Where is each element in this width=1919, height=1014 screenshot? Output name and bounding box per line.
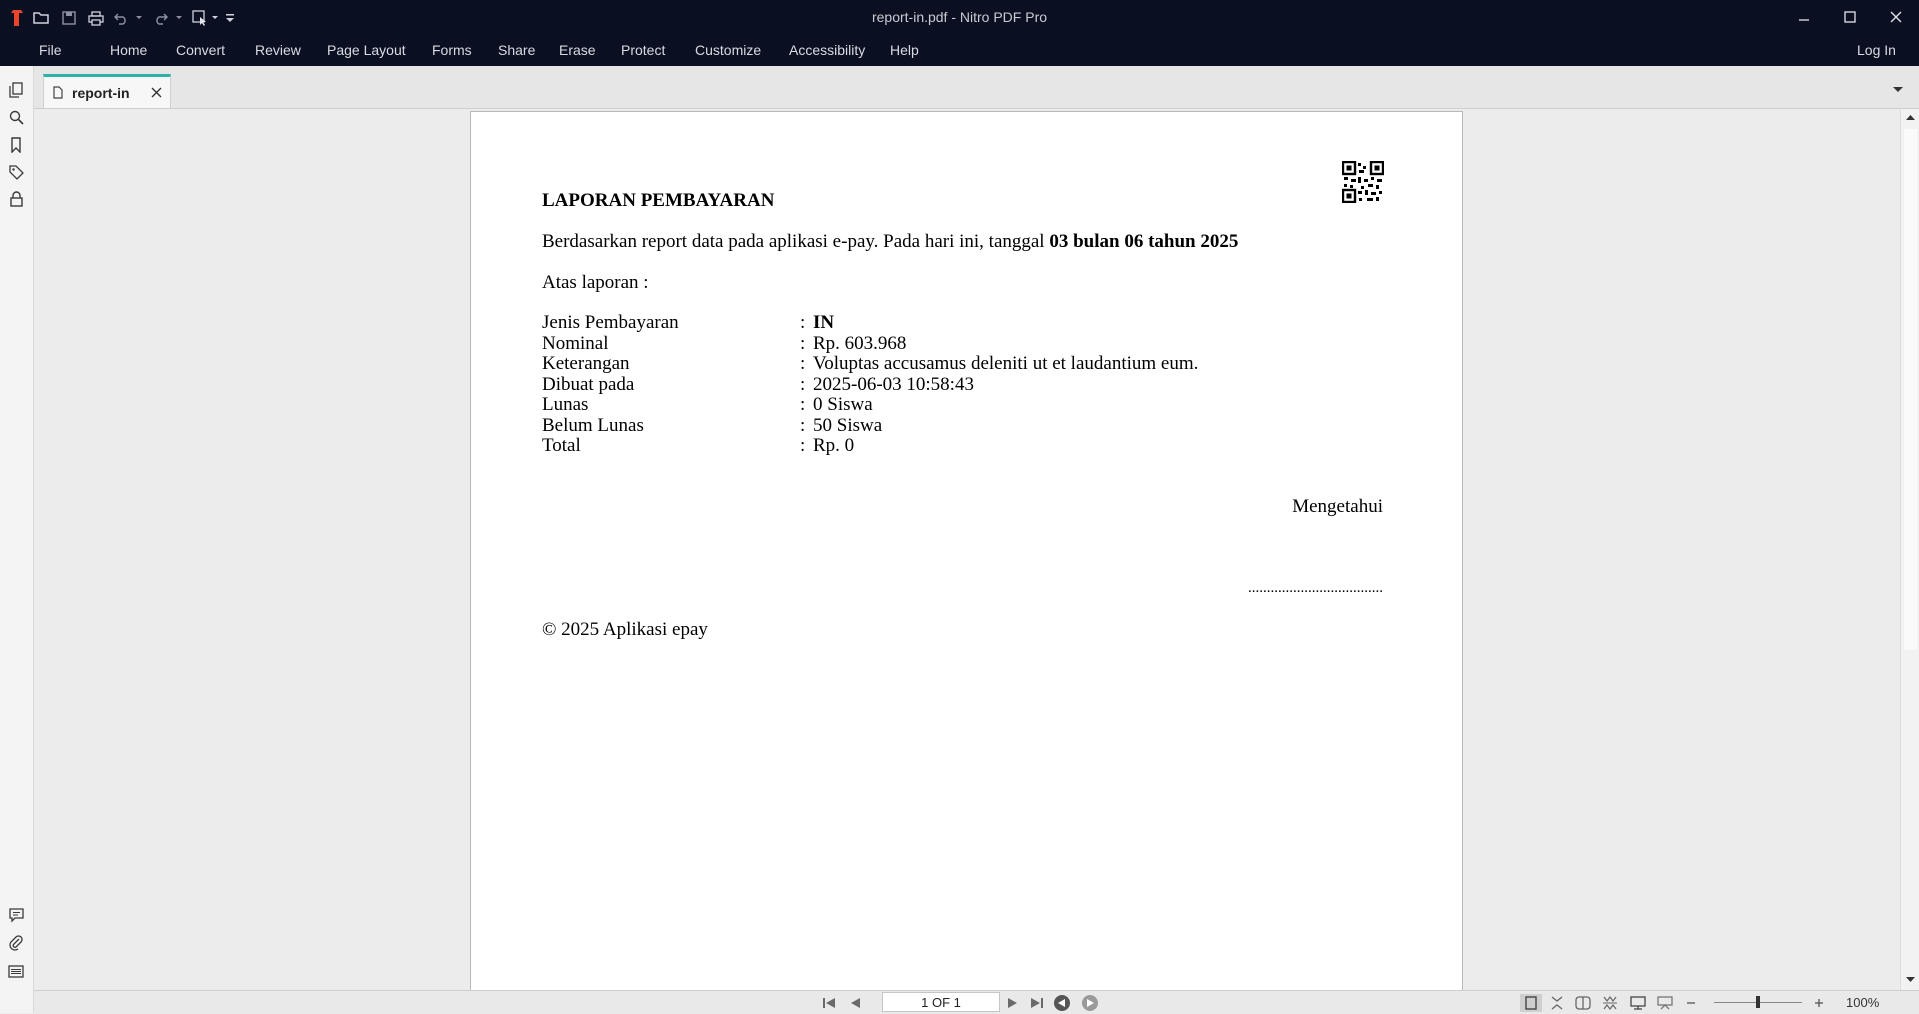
- detail-label: Nominal: [542, 333, 609, 354]
- document-footer: © 2025 Aplikasi epay: [542, 619, 708, 640]
- facing-view-icon[interactable]: [1573, 994, 1593, 1012]
- menu-accessibility[interactable]: Accessibility: [789, 42, 866, 58]
- detail-value: 2025-06-03 10:58:43: [813, 374, 974, 395]
- report-heading: LAPORAN PEMBAYARAN: [542, 190, 775, 211]
- detail-colon: :: [800, 394, 806, 415]
- detail-colon: :: [800, 374, 806, 395]
- detail-label: Lunas: [542, 394, 589, 415]
- menu-forms[interactable]: Forms: [432, 42, 472, 58]
- detail-colon: :: [800, 415, 806, 436]
- detail-colon: :: [800, 333, 806, 354]
- search-icon[interactable]: [7, 108, 25, 126]
- detail-label: Total: [542, 435, 581, 456]
- attachment-icon[interactable]: [7, 934, 25, 952]
- minimize-button[interactable]: [1781, 0, 1827, 34]
- zoom-slider-thumb[interactable]: [1756, 996, 1760, 1008]
- close-window-button[interactable]: [1873, 0, 1919, 34]
- detail-label: Keterangan: [542, 353, 630, 374]
- menu-file[interactable]: File: [39, 42, 62, 58]
- intro-date: 03 bulan 06 tahun 2025: [1049, 231, 1239, 252]
- detail-colon: :: [800, 353, 806, 374]
- menu-page-layout[interactable]: Page Layout: [327, 42, 406, 58]
- first-page-icon[interactable]: [820, 994, 838, 1012]
- document-tab-strip: [34, 66, 1919, 109]
- previous-page-icon[interactable]: [846, 994, 864, 1012]
- maximize-button[interactable]: [1827, 0, 1873, 34]
- last-page-icon[interactable]: [1028, 994, 1046, 1012]
- tab-label: report-in: [72, 85, 130, 101]
- menu-review[interactable]: Review: [255, 42, 301, 58]
- pages-icon[interactable]: [7, 81, 25, 99]
- tab-list-dropdown-icon[interactable]: [1892, 86, 1904, 93]
- detail-value: 0 Siswa: [813, 394, 873, 415]
- vertical-scrollbar[interactable]: [1900, 109, 1919, 990]
- comments-icon[interactable]: [7, 906, 25, 924]
- scroll-down-icon[interactable]: [1905, 976, 1916, 983]
- zoom-in-icon[interactable]: [1812, 994, 1826, 1012]
- presentation-view-icon[interactable]: [1628, 994, 1648, 1012]
- left-panel: [0, 66, 34, 1013]
- zoom-slider[interactable]: [1714, 1002, 1802, 1003]
- detail-value: Rp. 603.968: [813, 333, 907, 354]
- atas-laporan-label: Atas laporan :: [542, 272, 649, 293]
- login-button[interactable]: Log In: [1857, 42, 1896, 58]
- lock-icon[interactable]: [7, 190, 25, 208]
- detail-label: Jenis Pembayaran: [542, 312, 679, 333]
- menu-protect[interactable]: Protect: [621, 42, 666, 58]
- zoom-level[interactable]: 100%: [1846, 995, 1880, 1010]
- document-icon: [53, 86, 63, 99]
- status-bar: [34, 990, 1919, 1014]
- detail-label: Dibuat pada: [542, 374, 635, 395]
- page-number-field[interactable]: 1 OF 1: [882, 992, 1000, 1012]
- menu-home[interactable]: Home: [110, 42, 148, 58]
- intro-text: Berdasarkan report data pada aplikasi e-pay. Pada hari ini, tanggal: [542, 231, 1050, 252]
- pdf-page: [470, 111, 1463, 990]
- single-page-view-icon[interactable]: [1520, 994, 1542, 1012]
- menu-share[interactable]: Share: [498, 42, 536, 58]
- tab-report-in[interactable]: [43, 74, 171, 108]
- detail-colon: :: [800, 435, 806, 456]
- document-view[interactable]: [34, 109, 1900, 990]
- detail-label: Belum Lunas: [542, 415, 644, 436]
- zoom-out-icon[interactable]: [1684, 994, 1698, 1012]
- report-intro: [542, 231, 1238, 253]
- menu-convert[interactable]: Convert: [176, 42, 226, 58]
- scroll-up-icon[interactable]: [1905, 114, 1916, 121]
- continuous-facing-view-icon[interactable]: [1600, 994, 1620, 1012]
- window-title: report-in.pdf - Nitro PDF Pro: [871, 9, 1048, 25]
- mengetahui-label: Mengetahui: [1292, 496, 1383, 517]
- fields-icon[interactable]: [7, 962, 25, 980]
- detail-value: Voluptas accusamus deleniti ut et laudantium eum.: [813, 353, 1199, 374]
- next-page-icon[interactable]: [1004, 994, 1022, 1012]
- display-mode-icon[interactable]: [1655, 994, 1675, 1012]
- tag-icon[interactable]: [7, 163, 25, 181]
- scroll-thumb[interactable]: [1904, 129, 1917, 650]
- continuous-view-icon[interactable]: [1547, 994, 1567, 1012]
- detail-value: Rp. 0: [813, 435, 855, 456]
- bookmark-icon[interactable]: [7, 136, 25, 154]
- previous-view-icon[interactable]: [1052, 994, 1072, 1012]
- menu-erase[interactable]: Erase: [559, 42, 596, 58]
- detail-colon: :: [800, 312, 806, 333]
- menu-help[interactable]: Help: [890, 42, 919, 58]
- next-view-icon[interactable]: [1080, 994, 1100, 1012]
- close-tab-icon[interactable]: [151, 87, 162, 98]
- ribbon-menu-bar: [0, 34, 1919, 66]
- detail-value: 50 Siswa: [813, 415, 883, 436]
- signature-line: ....................................: [1248, 580, 1383, 596]
- detail-value: IN: [813, 312, 835, 333]
- qr-code: [1342, 161, 1384, 203]
- title-bar: [0, 0, 1919, 34]
- menu-customize[interactable]: Customize: [695, 42, 762, 58]
